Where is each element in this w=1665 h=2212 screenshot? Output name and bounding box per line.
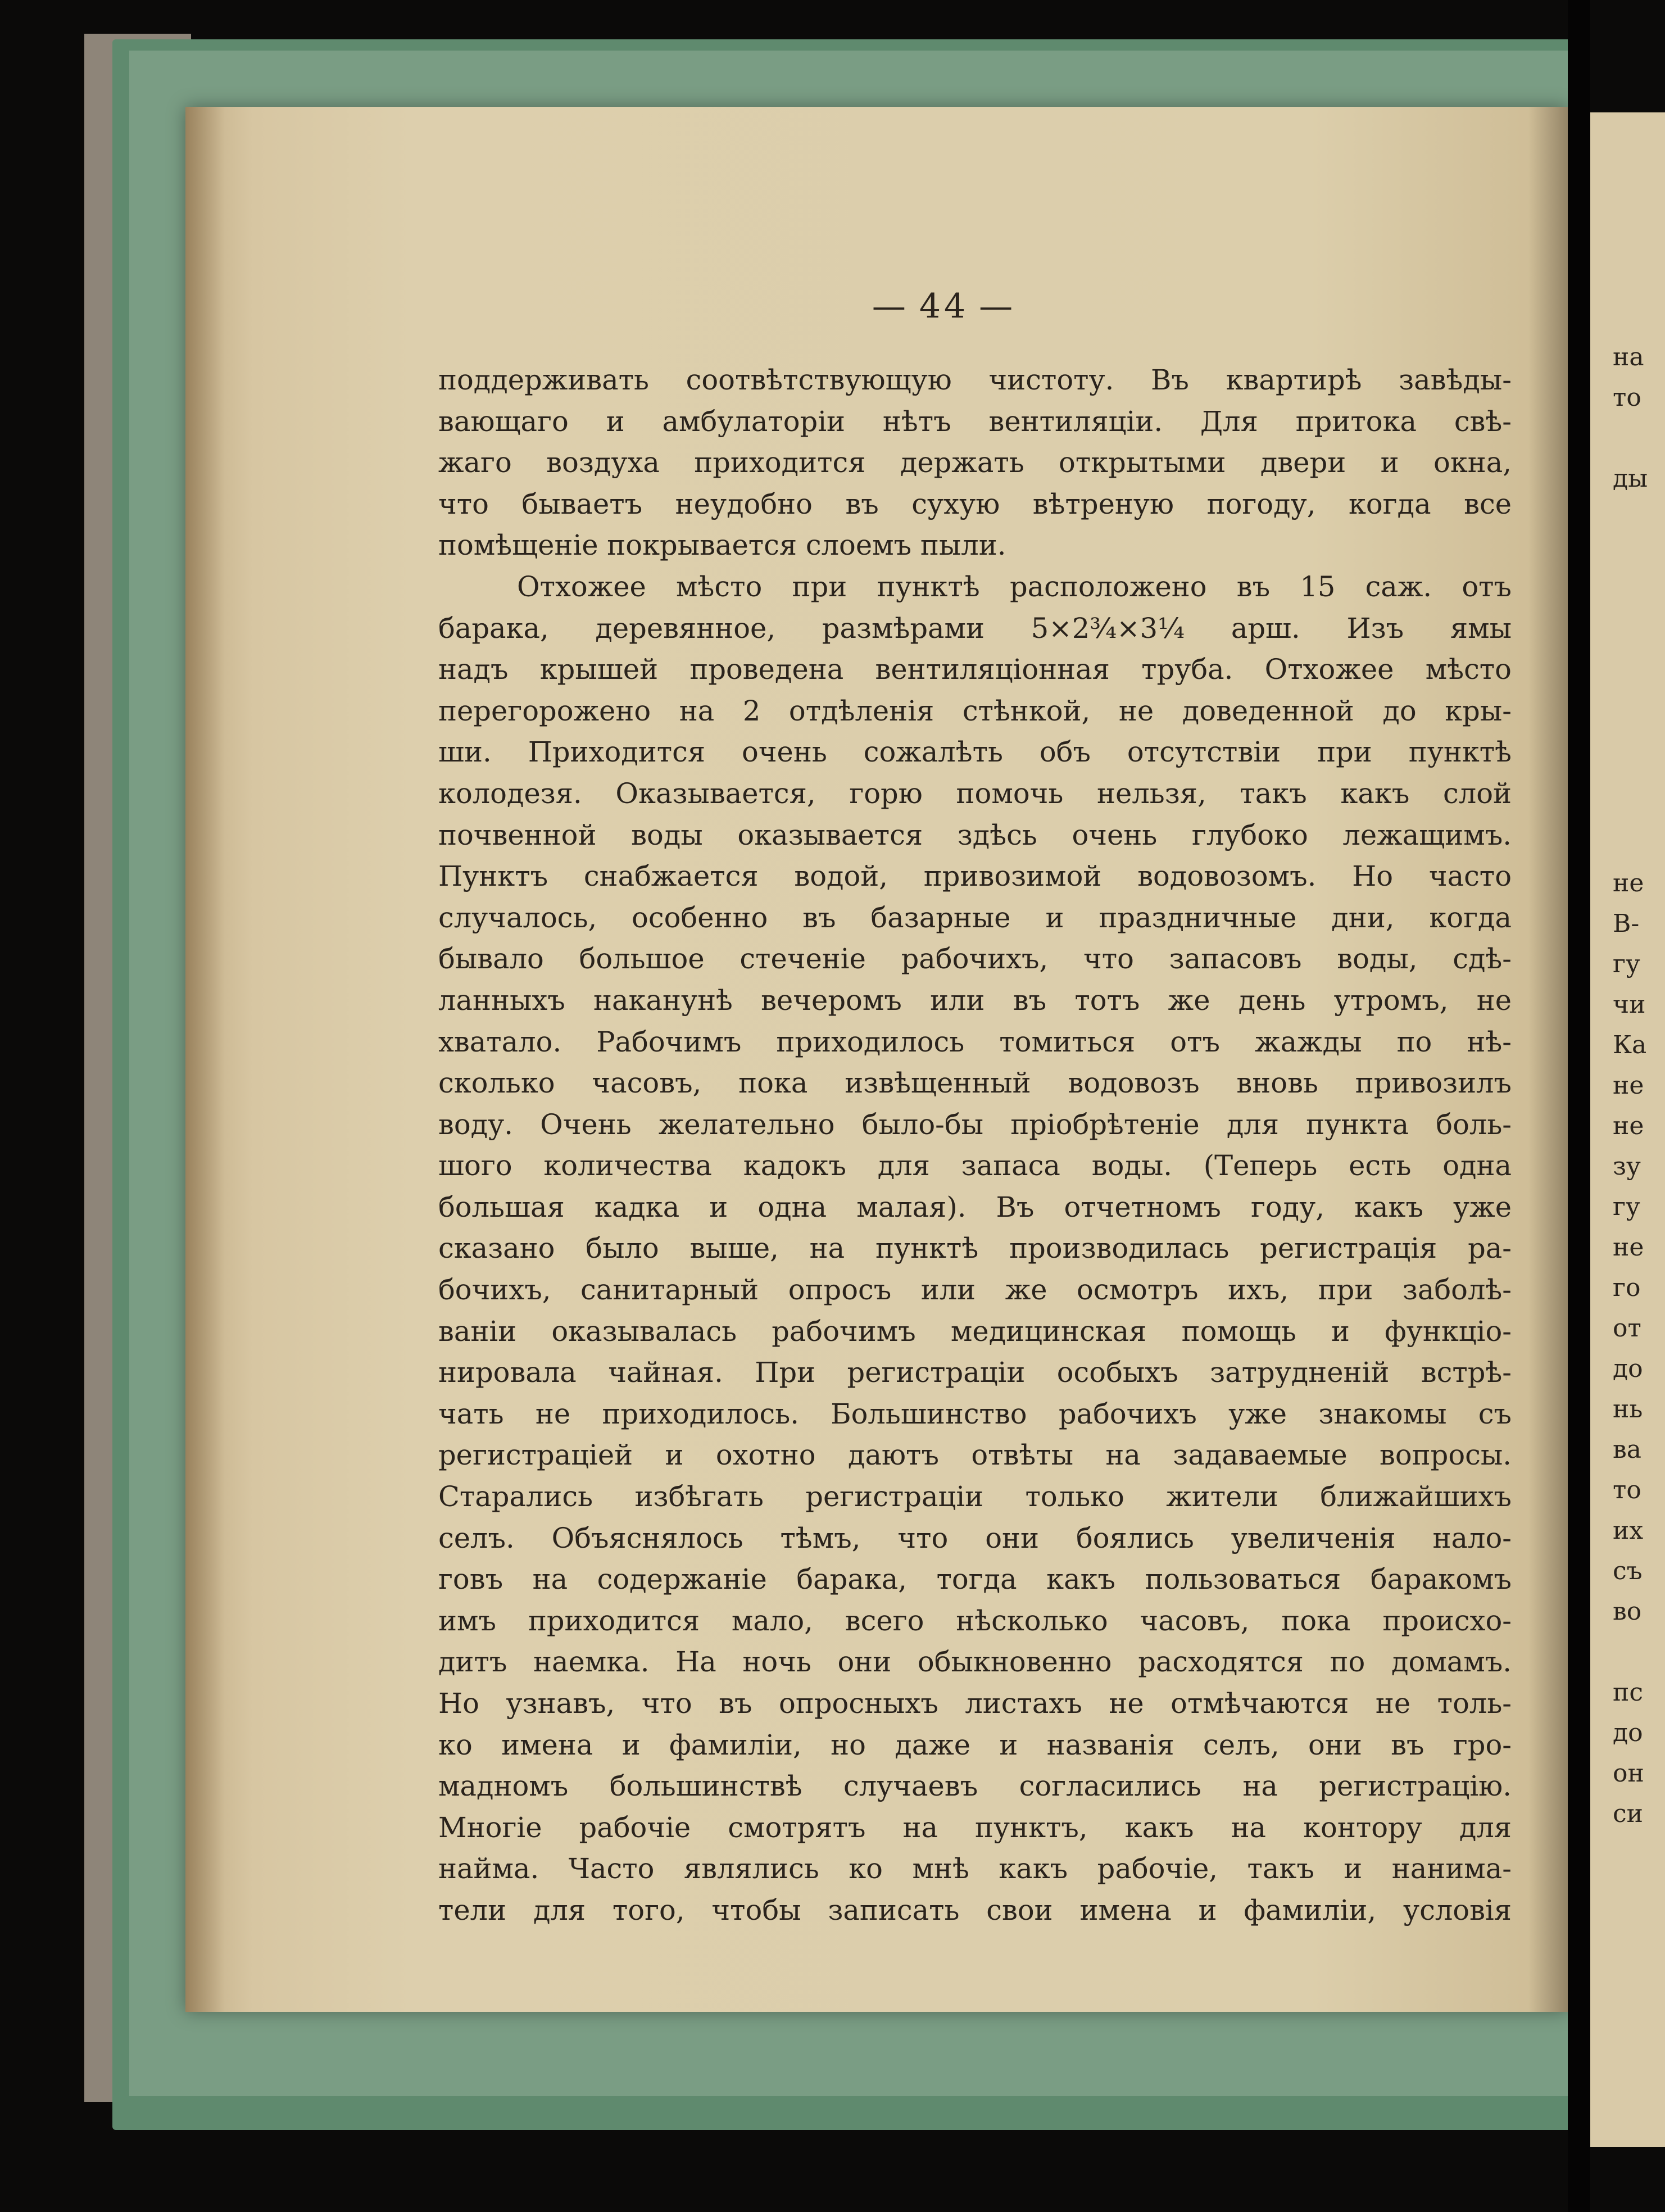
text-line: ши. Приходится очень сожалѣть объ отсутствіи при пунктѣ xyxy=(438,736,1512,769)
text-line: селъ. Объяснялось тѣмъ, что они боялись увеличенія нало- xyxy=(438,1521,1512,1554)
adjacent-page-line: во xyxy=(1613,1597,1642,1626)
adjacent-page-line xyxy=(1613,620,1665,661)
text-line: чать не приходилось. Большинство рабочихъ уже знакомы съ xyxy=(438,1397,1512,1430)
adjacent-page-line xyxy=(1613,782,1665,823)
text-line: почвенной воды оказывается здѣсь очень глубоко лежащимъ. xyxy=(438,818,1512,851)
adjacent-page-line xyxy=(1613,580,1665,620)
text-line: жаго воздуха приходится держать открытыми двери и окна, xyxy=(438,446,1512,479)
text-line: ланныхъ наканунѣ вечеромъ или въ тотъ же день утромъ, не xyxy=(438,983,1512,1017)
text-line: воду. Очень желательно было-бы пріобрѣтеніе для пункта боль- xyxy=(438,1108,1512,1141)
adjacent-page-text xyxy=(1613,337,1665,1834)
text-line: имъ приходится мало, всего нѣсколько часовъ, пока происхо- xyxy=(438,1604,1512,1637)
text-line: мадномъ большинствѣ случаевъ согласились на регистрацію. xyxy=(438,1770,1512,1803)
adjacent-page-line: гу xyxy=(1613,1193,1640,1221)
adjacent-page-line: чи xyxy=(1613,990,1646,1019)
text-line: Пунктъ снабжается водой, привозимой водовозомъ. Но часто xyxy=(438,860,1512,893)
page-number-value: 44 xyxy=(919,287,969,326)
adjacent-page-line: ва xyxy=(1613,1435,1642,1464)
adjacent-page-line: гу xyxy=(1613,950,1640,978)
text-line: говъ на содержаніе барака, тогда какъ пользоваться баракомъ xyxy=(438,1563,1512,1596)
page-edge-shadow-right xyxy=(1528,107,1568,2012)
text-line: сказано было выше, на пунктѣ производилась регистрація ра- xyxy=(438,1232,1512,1265)
adjacent-page-line: нь xyxy=(1613,1395,1643,1424)
adjacent-page-line: пс xyxy=(1613,1678,1643,1707)
adjacent-page-line: от xyxy=(1613,1314,1641,1343)
adjacent-page-line xyxy=(1613,701,1665,742)
adjacent-page-line xyxy=(1613,1632,1665,1672)
text-line: колодезя. Оказывается, горю помочь нельзя, такъ какъ слой xyxy=(438,777,1512,810)
text-line: шого количества кадокъ для запаса воды. (Теперь есть одна xyxy=(438,1149,1512,1182)
body-text xyxy=(438,360,1512,1932)
adjacent-page-line xyxy=(1613,418,1665,459)
text-line: большая кадка и одна малая). Въ отчетномъ году, какъ уже xyxy=(438,1190,1512,1223)
adjacent-page-line: не xyxy=(1613,1233,1644,1262)
text-line: сколько часовъ, пока извѣщенный водовозъ вновь привозилъ xyxy=(438,1067,1512,1100)
adjacent-page-line: он xyxy=(1613,1759,1644,1788)
adjacent-page-line: не xyxy=(1613,1112,1644,1140)
text-line: поддерживать соотвѣтствующую чистоту. Въ квартирѣ завѣды- xyxy=(438,364,1512,396)
text-line: Многіе рабочіе смотрятъ на пунктъ, какъ на контору для xyxy=(438,1811,1512,1844)
text-line: бочихъ, санитарный опросъ или же осмотръ ихъ, при заболѣ- xyxy=(438,1273,1512,1307)
text-line: барака, деревянное, размѣрами 5×2¾×3¼ арш. Изъ ямы xyxy=(438,611,1512,645)
text-line: перегорожено на 2 отдѣленія стѣнкой, не доведенной до кры- xyxy=(438,694,1512,727)
text-line: тели для того, чтобы записать свои имена и фамиліи, условія xyxy=(438,1893,1512,1927)
text-line: регистраціей и охотно даютъ отвѣты на задаваемые вопросы. xyxy=(438,1439,1512,1472)
adjacent-page-line: до xyxy=(1613,1354,1643,1383)
adjacent-page-line xyxy=(1613,540,1665,580)
text-line: случалось, особенно въ базарные и праздничные дни, когда xyxy=(438,901,1512,934)
text-line: Но узнавъ, что въ опросныхъ листахъ не отмѣчаются не толь- xyxy=(438,1687,1512,1720)
adjacent-page-line xyxy=(1613,823,1665,863)
adjacent-page-line: не xyxy=(1613,1071,1644,1100)
adjacent-page-line xyxy=(1613,499,1665,540)
text-line: дитъ наемка. На ночь они обыкновенно расходятся по домамъ. xyxy=(438,1646,1512,1679)
adjacent-page-line: не xyxy=(1613,869,1644,898)
adjacent-page-line xyxy=(1613,742,1665,782)
adjacent-page-line: го xyxy=(1613,1273,1641,1302)
adjacent-page-line: зу xyxy=(1613,1152,1641,1181)
adjacent-page-line: то xyxy=(1613,1476,1641,1504)
adjacent-page-line: то xyxy=(1613,383,1641,412)
text-line: надъ крышей проведена вентиляціонная труба. Отхожее мѣсто xyxy=(438,653,1512,686)
book-gutter xyxy=(1568,0,1590,2212)
adjacent-page-line: ды xyxy=(1613,464,1648,493)
text-line: бывало большое стеченіе рабочихъ, что запасовъ воды, сдѣ- xyxy=(438,942,1512,976)
adjacent-page-line: их xyxy=(1613,1516,1644,1545)
adjacent-page-line: съ xyxy=(1613,1557,1643,1585)
adjacent-page-line: до xyxy=(1613,1719,1643,1747)
text-line: ваніи оказывалась рабочимъ медицинская помощь и функціо- xyxy=(438,1314,1512,1348)
text-line: нировала чайная. При регистраціи особыхъ затрудненій встрѣ- xyxy=(438,1356,1512,1389)
adjacent-page-line xyxy=(1613,661,1665,701)
page-edge-shadow-left xyxy=(185,107,225,2012)
text-line: ко имена и фамиліи, но даже и названія селъ, они въ гро- xyxy=(438,1728,1512,1761)
page-number: — 44 — xyxy=(872,287,1017,326)
adjacent-page-line: си xyxy=(1613,1799,1643,1828)
adjacent-page-line: Ка xyxy=(1613,1031,1647,1059)
text-line: Старались избѣгать регистраціи только жители ближайшихъ xyxy=(438,1480,1512,1513)
text-line: что бываетъ неудобно въ сухую вѣтреную погоду, когда все xyxy=(438,487,1512,520)
text-line: найма. Часто являлись ко мнѣ какъ рабочіе, такъ и нанима- xyxy=(438,1852,1512,1885)
text-line: вающаго и амбулаторіи нѣтъ вентиляціи. Для притока свѣ- xyxy=(438,405,1512,438)
adjacent-page-line: В- xyxy=(1613,909,1640,938)
text-line: хватало. Рабочимъ приходилось томиться отъ жажды по нѣ- xyxy=(438,1025,1512,1058)
text-line: помѣщеніе покрывается слоемъ пыли. xyxy=(438,529,1006,562)
adjacent-page-line: на xyxy=(1613,343,1644,371)
text-line: Отхожее мѣсто при пунктѣ расположено въ 15 саж. отъ xyxy=(517,570,1512,603)
